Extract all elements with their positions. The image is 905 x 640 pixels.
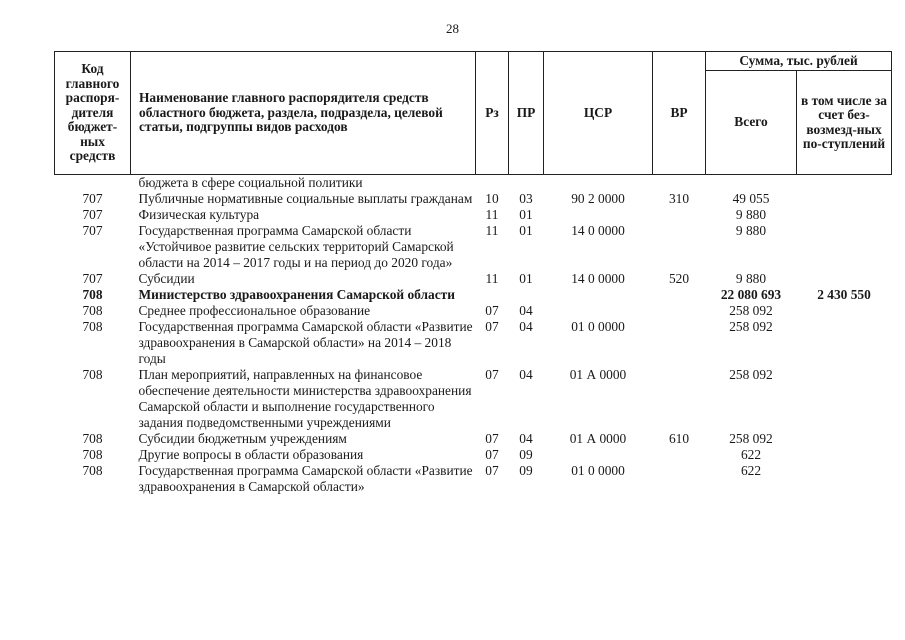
cell-name: Министерство здравоохранения Самарской области [138,287,455,302]
cell-csr: 14 0 0000 [571,223,625,238]
cell-vr: 610 [668,431,690,446]
cell-rz [476,175,509,192]
cell-total: 622 [740,447,762,462]
cell-code: 708 [82,319,103,334]
cell-code: 707 [82,223,103,238]
cell-total: 258 092 [729,319,773,334]
cell-name: Государственная программа Самарской области «Развитие здравоохранения в Самарской области» на 2014 – 2018 годы [138,319,473,366]
cell-rz: 11 [485,207,499,222]
cell-total: 258 092 [729,303,773,318]
cell-csr: 01 0 0000 [571,319,625,334]
cell-rz: 07 [485,319,499,334]
cell-rz [476,287,509,303]
header-code: Код главного распоря-дителя бюджет-ных средств [55,52,131,175]
cell-total [706,175,797,192]
cell-pr: 09 [519,463,533,478]
cell-total: 258 092 [729,431,773,446]
cell-vr [653,223,706,271]
table-header [55,52,892,175]
header-sum: Сумма, тыс. рублей [706,52,892,71]
cell-csr: 01 А 0000 [569,367,627,382]
cell-vr [653,287,706,303]
table-row [55,175,892,192]
cell-free: 2 430 550 [817,287,871,302]
header-total: Всего [706,71,797,175]
cell-free [797,447,892,463]
cell-pr: 03 [519,191,533,206]
table-body [55,175,892,496]
cell-vr [653,463,706,495]
header-free: в том числе за счет без-возмезд-ных по-ступлений [797,71,892,175]
cell-csr [544,447,653,463]
cell-csr: 90 2 0000 [571,191,625,206]
cell-rz: 07 [485,303,499,318]
cell-total: 258 092 [729,367,773,382]
cell-pr: 04 [519,303,533,318]
table-row [55,303,892,319]
table-row [55,207,892,223]
header-pr: ПР [509,52,544,175]
cell-csr: 01 А 0000 [569,431,627,446]
table-row [55,191,892,207]
header-rz: Рз [476,52,509,175]
cell-free [797,431,892,447]
cell-total: 9 880 [735,271,767,286]
cell-name: Субсидии бюджетным учреждениям [138,431,347,446]
cell-code: 707 [82,207,103,222]
cell-name: Физическая культура [138,207,260,222]
cell-total: 9 880 [735,207,767,222]
cell-rz: 07 [485,447,499,462]
cell-code: 707 [82,271,103,286]
cell-total: 49 055 [732,191,770,206]
header-name: Наименование главного распорядителя средств областного бюджета, раздела, подраздела, целевой статьи, подгруппы видов расходов [131,52,476,175]
cell-name: План мероприятий, направленных на финансовое обеспечение деятельности министерства здравоохранения Самарской области и выполнение государственного задания подведомственными учреждениями [138,367,472,430]
cell-free [797,223,892,271]
cell-rz: 07 [485,367,499,382]
cell-vr [653,175,706,192]
cell-total: 9 880 [735,223,767,238]
cell-name: Государственная программа Самарской области «Развитие здравоохранения в Самарской области» [138,463,473,494]
cell-total: 622 [740,463,762,478]
cell-code: 708 [82,287,103,302]
cell-pr: 04 [519,431,533,446]
cell-rz: 07 [485,463,499,478]
cell-vr [653,207,706,223]
cell-free [797,207,892,223]
cell-name: Среднее профессиональное образование [138,303,371,318]
cell-free [797,319,892,367]
cell-name: Другие вопросы в области образования [138,447,364,462]
header-vr: ВР [653,52,706,175]
cell-csr: 01 0 0000 [571,463,625,478]
cell-code [55,175,131,192]
table-row [55,463,892,495]
cell-vr [653,303,706,319]
cell-rz: 07 [485,431,499,446]
table-row [55,367,892,431]
cell-code: 707 [82,191,103,206]
cell-pr: 01 [519,223,533,238]
cell-free [797,367,892,431]
cell-code: 708 [82,303,103,318]
cell-csr [544,303,653,319]
budget-table [54,51,892,495]
cell-rz: 11 [485,223,499,238]
table-row [55,447,892,463]
cell-free [797,303,892,319]
cell-pr: 04 [519,367,533,382]
cell-pr: 01 [519,207,533,222]
table-row [55,319,892,367]
table-row [55,287,892,303]
cell-name: Государственная программа Самарской области «Устойчивое развитие сельских территорий Самарской области на 2014 – 2017 годы и на период до 2020 года» [138,223,454,270]
cell-vr [653,367,706,431]
cell-pr: 01 [519,271,533,286]
table-row [55,223,892,271]
cell-free [797,463,892,495]
cell-name: Публичные нормативные социальные выплаты гражданам [138,191,473,206]
cell-csr [544,207,653,223]
cell-code: 708 [82,367,103,382]
cell-vr [653,447,706,463]
cell-vr: 520 [668,271,690,286]
cell-vr [653,319,706,367]
table-row [55,431,892,447]
cell-rz: 11 [485,271,499,286]
cell-name: бюджета в сфере социальной политики [138,175,363,190]
cell-csr: 14 0 0000 [571,271,625,286]
cell-free [797,191,892,207]
cell-pr: 04 [519,319,533,334]
cell-vr: 310 [668,191,690,206]
cell-rz: 10 [485,191,499,206]
page-number: 28 [446,21,459,36]
cell-pr: 09 [519,447,533,462]
header-csr: ЦСР [544,52,653,175]
cell-code: 708 [82,431,103,446]
cell-code: 708 [82,447,103,462]
cell-code: 708 [82,463,103,478]
cell-total: 22 080 693 [720,287,782,302]
cell-free [797,175,892,192]
cell-csr [544,175,653,192]
cell-name: Субсидии [138,271,195,286]
cell-free [797,271,892,287]
cell-csr [544,287,653,303]
table-row [55,271,892,287]
cell-pr [509,175,544,192]
cell-pr [509,287,544,303]
